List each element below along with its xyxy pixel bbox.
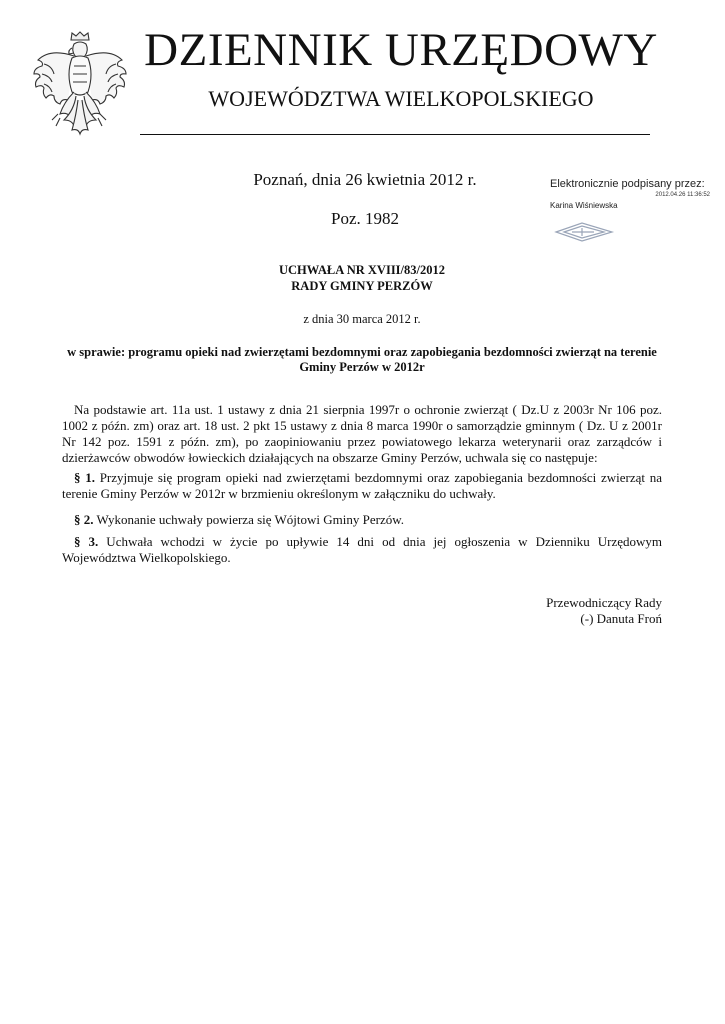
section-label: § 1.: [74, 470, 95, 485]
signature-timestamp: 2012.04.26 11:36:52: [655, 192, 710, 198]
section-text: Przyjmuje się program opieki nad zwierzętami bezdomnymi oraz zapobiegania bezdomności zwierząt na terenie Gminy Perzów w 2012r w brzmieniu określonym w załączniku do uchwały.: [62, 470, 662, 501]
publication-date: Poznań, dnia 26 kwietnia 2012 r.: [253, 170, 477, 189]
section-text: Wykonanie uchwały powierza się Wójtowi Gminy Perzów.: [93, 512, 405, 527]
masthead-divider: [140, 134, 650, 135]
resolution-authority: RADY GMINY PERZÓW: [291, 279, 433, 293]
position-number: Poz. 1982: [331, 209, 399, 228]
signature-heading: Elektronicznie podpisany przez:: [550, 178, 705, 190]
signature-logo-icon: [552, 219, 616, 245]
section-3: [62, 534, 662, 566]
section-2: [62, 512, 662, 528]
signatory-name: (-) Danuta Froń: [580, 611, 662, 626]
resolution-subject: w sprawie: programu opieki nad zwierzętami bezdomnymi oraz zapobiegania bezdomności zwierząt na terenie Gminy Perzów w 2012r: [67, 345, 657, 374]
signer-name: Karina Wiśniewska: [550, 201, 618, 210]
electronic-signature-box[interactable]: [548, 175, 718, 247]
masthead-subtitle: WOJEWÓDZTWA WIELKOPOLSKIEGO: [208, 86, 594, 111]
signatory-role: Przewodniczący Rady: [546, 595, 662, 610]
white-eagle-emblem-icon: [32, 30, 128, 142]
section-label: § 3.: [74, 534, 99, 549]
section-text: Uchwała wchodzi w życie po upływie 14 dni od dnia jej ogłoszenia w Dzienniku Urzędowym Województwa Wielkopolskiego.: [62, 534, 662, 565]
legal-basis-paragraph: Na podstawie art. 11a ust. 1 ustawy z dnia 21 sierpnia 1997r o ochronie zwierząt ( Dz.U z 2003r Nr 106 poz. 1002 z późn. zm) oraz art. 18 ust. 2 pkt 15 ustawy z dnia 8 marca 1990r o samorządzie gminnym ( Dz. U z 2001r Nr 142 poz. 1591 z późn. zm), po zaopiniowaniu przez powiatowego lekarza weterynarii oraz zarządców i dzierżawców obwodów łowieckich działających na obszarze Gminy Perzów, uchwala się co następuje:: [62, 402, 662, 465]
resolution-date: z dnia 30 marca 2012 r.: [303, 312, 421, 326]
section-label: § 2.: [74, 512, 94, 527]
resolution-number: UCHWAŁA NR XVIII/83/2012: [279, 263, 445, 277]
masthead-title: DZIENNIK URZĘDOWY: [144, 24, 658, 76]
section-1: [62, 470, 662, 502]
